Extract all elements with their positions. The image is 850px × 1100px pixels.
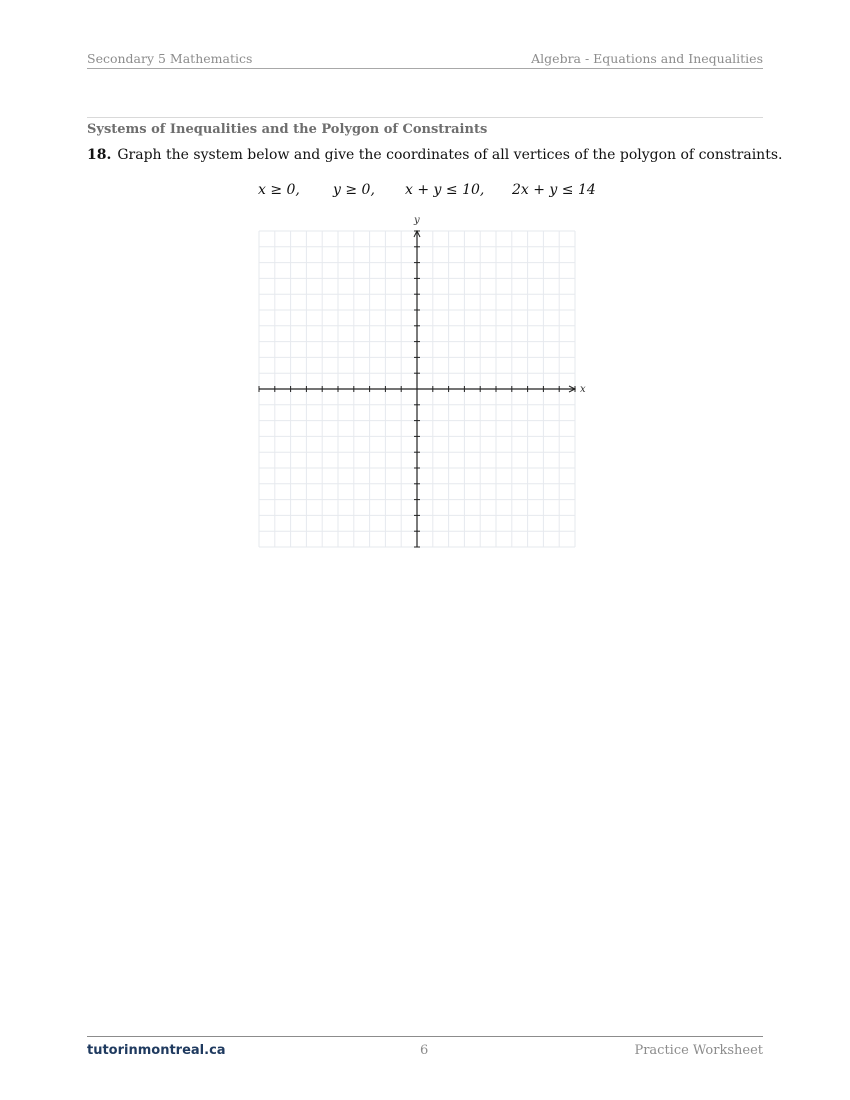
footer-site-link[interactable]: tutorinmontreal.ca xyxy=(87,1043,226,1058)
header-course-title: Secondary 5 Mathematics xyxy=(87,51,253,66)
inequality-4: 2x + y ≤ 14 xyxy=(512,182,596,198)
question-text: Graph the system below and give the coordinates of all vertices of the polygon of constraints. xyxy=(117,147,783,163)
question-prompt xyxy=(87,147,782,163)
inequality-1: x ≥ 0, xyxy=(258,182,300,198)
coordinate-grid[interactable] xyxy=(250,212,595,557)
question-number: 18. xyxy=(87,147,112,163)
inequality-3: x + y ≤ 10, xyxy=(405,182,485,198)
y-axis-label: y xyxy=(414,215,420,226)
inequality-2: y ≥ 0, xyxy=(333,182,375,198)
header-chapter-title: Algebra - Equations and Inequalities xyxy=(531,51,763,66)
x-axis-label: x xyxy=(580,384,586,395)
section-title: Systems of Inequalities and the Polygon of Constraints xyxy=(87,122,488,137)
footer-label: Practice Worksheet xyxy=(634,1043,763,1058)
section-divider xyxy=(87,117,763,118)
page-header xyxy=(87,50,763,69)
page-number: 6 xyxy=(420,1043,429,1058)
page-footer xyxy=(87,1036,763,1061)
